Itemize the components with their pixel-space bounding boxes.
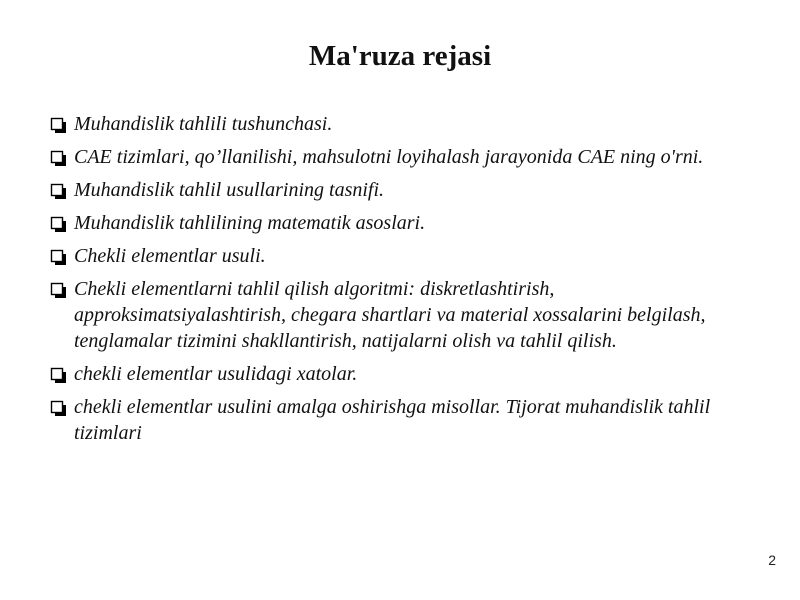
page-number: 2 <box>768 552 776 568</box>
agenda-list <box>48 111 738 453</box>
agenda-item <box>48 111 738 137</box>
checkbox-square-icon <box>50 367 68 385</box>
agenda-item-text: Muhandislik tahlil usullarining tasnifi. <box>74 179 385 201</box>
agenda-item <box>48 276 738 354</box>
agenda-item <box>48 177 738 203</box>
agenda-item-text: CAE tizimlari, qo’llanilishi, mahsulotni loyihalash jarayonida CAE ning o'rni. <box>74 146 704 168</box>
slide-title: Ma'ruza rejasi <box>308 40 492 72</box>
checkbox-square-icon <box>50 117 68 135</box>
agenda-item-text: Chekli elementlar usuli. <box>74 245 266 267</box>
checkbox-square-icon <box>50 183 68 201</box>
agenda-item-text: chekli elementlar usulidagi xatolar. <box>74 363 358 385</box>
checkbox-square-icon <box>50 249 68 267</box>
agenda-item <box>48 361 738 387</box>
agenda-item <box>48 210 738 236</box>
agenda-item-text: chekli elementlar usulini amalga oshirishga misollar. Tijorat muhandislik tahlil tizimlari <box>74 396 711 444</box>
agenda-item <box>48 144 738 170</box>
checkbox-square-icon <box>50 150 68 168</box>
agenda-item-text: Muhandislik tahlilining matematik asoslari. <box>74 212 426 234</box>
checkbox-square-icon <box>50 216 68 234</box>
checkbox-square-icon <box>50 400 68 418</box>
agenda-item <box>48 394 738 446</box>
agenda-item-text: Chekli elementlarni tahlil qilish algoritmi: diskretlashtirish, approksimatsiyalashtirish, chegara shartlari va material xossalarini belgilash, tenglamalar tizimini shakllantirish, natijalarni olish va tahlil qilish. <box>74 278 706 352</box>
agenda-item <box>48 243 738 269</box>
checkbox-square-icon <box>50 282 68 300</box>
agenda-item-text: Muhandislik tahlili tushunchasi. <box>74 113 333 135</box>
